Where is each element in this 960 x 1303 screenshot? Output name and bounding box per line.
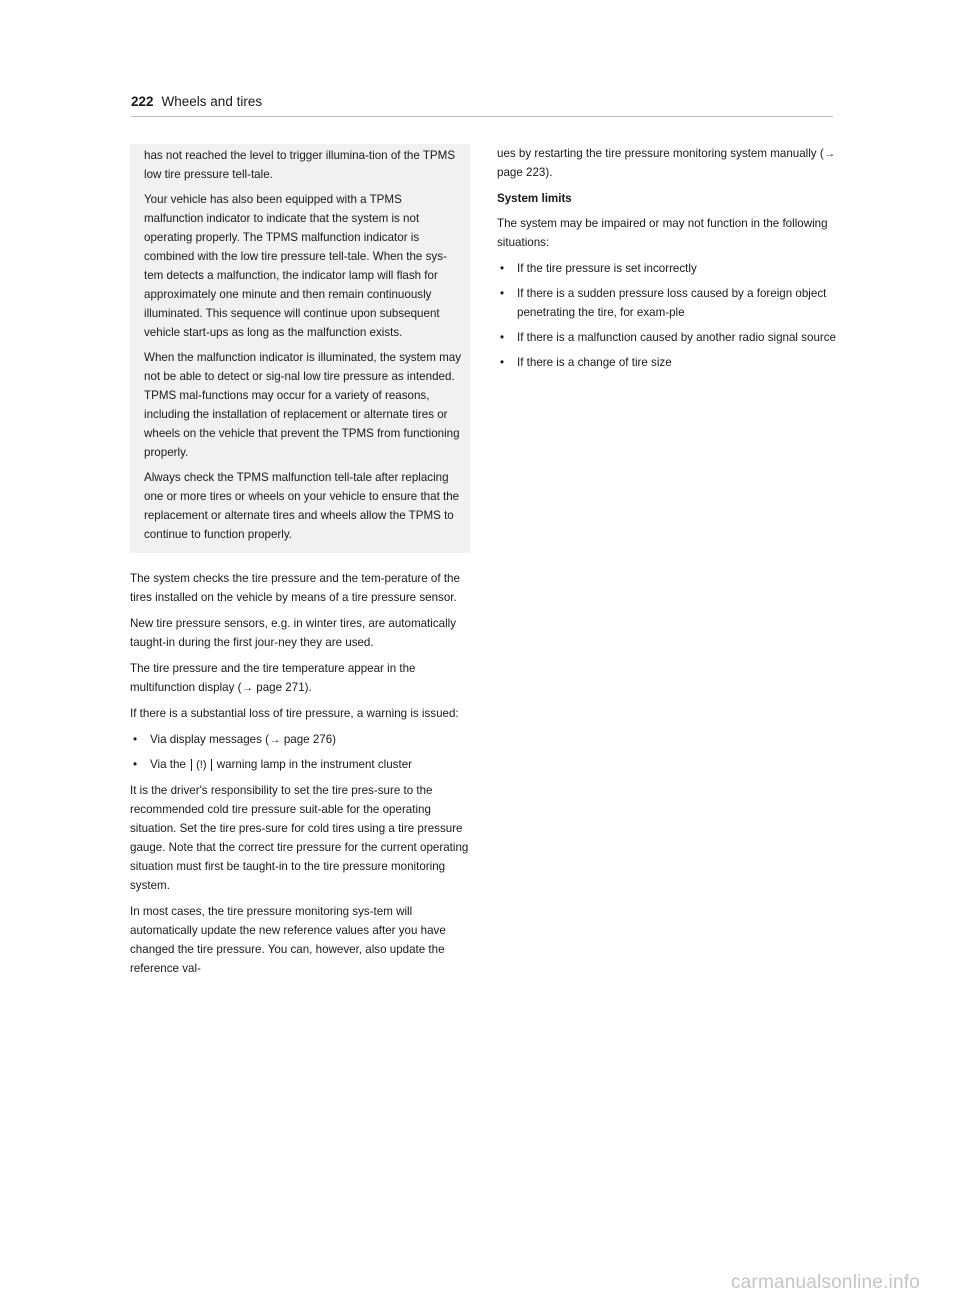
body-paragraph: The system checks the tire pressure and the tem-perature of the tires installed on the vehicle by means of a tire pressure sensor.	[130, 572, 460, 604]
header-divider	[131, 116, 833, 117]
body-paragraph: It is the driver's responsibility to set the tire pres-sure to the recommended cold tire pressure suit-able for the operating situation. Set the tire pres-sure for cold tires using a tire pressure gauge. Note that the correct tire pressure for the current operating situation must first be taught-in to the tire pressure monitoring system.	[130, 784, 469, 892]
body-paragraph: The system may be impaired or may not function in the following situations:	[497, 217, 828, 249]
right-column	[497, 144, 837, 379]
page-number: 222	[131, 94, 154, 109]
list-item	[130, 755, 470, 774]
list-item-text: warning lamp in the instrument cluster	[216, 758, 412, 771]
body-paragraph: New tire pressure sensors, e.g. in winter tires, are automatically taught-in during the first jour-ney they are used.	[130, 617, 457, 649]
body-paragraph: If there is a substantial loss of tire pressure, a warning is issued:	[130, 707, 459, 720]
list-item-text: Via display messages (→ page 276)	[150, 733, 337, 746]
box-paragraph: Always check the TPMS malfunction tell-tale after replacing one or more tires or wheels on your vehicle to ensure that the replacement or alternate tires and wheels allow the TPMS to continue to function properly.	[144, 471, 460, 541]
tire-warning-icon: (!)	[191, 759, 211, 771]
list-item: • If there is a change of tire size	[497, 353, 837, 372]
list-item: • If there is a sudden pressure loss caused by a foreign object penetrating the tire, for exam-ple	[497, 284, 837, 322]
body-paragraph: ues by restarting the tire pressure monitoring system manually (→ page 223).	[497, 147, 836, 179]
tpms-notice-box	[130, 144, 470, 553]
list-item	[130, 730, 470, 749]
body-paragraph: The tire pressure and the tire temperature appear in the multifunction display (→ page 271).	[130, 662, 416, 694]
list-item: • If the tire pressure is set incorrectly	[497, 259, 837, 278]
watermark: carmanualsonline.info	[730, 1272, 920, 1293]
left-column	[130, 144, 470, 985]
box-paragraph: Your vehicle has also been equipped with a TPMS malfunction indicator to indicate that the system is not operating properly. The TPMS malfunction indicator is combined with the low tire pressure tell-tale. When the sys-tem detects a malfunction, the indicator lamp will flash for approximately one minute and then remain continuously illuminated. This sequence will continue upon subsequent vehicle start-ups as long as the malfunction exists.	[144, 193, 447, 339]
box-paragraph: When the malfunction indicator is illuminated, the system may not be able to detect or sig-nal low tire pressure as intended. TPMS mal-functions may occur for a variety of reasons, including the installation of replacement or alternate tires or wheels on the vehicle that prevent the TPMS from functioning properly.	[144, 351, 462, 459]
section-heading: System limits	[497, 192, 572, 205]
list-item: • If there is a malfunction caused by another radio signal source	[497, 328, 837, 347]
system-limits-list	[497, 259, 837, 372]
section-title: Wheels and tires	[161, 94, 263, 109]
body-paragraph: In most cases, the tire pressure monitoring sys-tem will automatically update the new reference values after you have changed the tire pressure. You can, however, also update the reference val-	[130, 905, 446, 975]
list-item-text: Via the	[150, 758, 186, 771]
page-header	[131, 92, 833, 112]
warning-methods-list	[130, 730, 470, 774]
box-paragraph: has not reached the level to trigger illumina-tion of the TPMS low tire pressure tell-tale.	[144, 149, 456, 181]
